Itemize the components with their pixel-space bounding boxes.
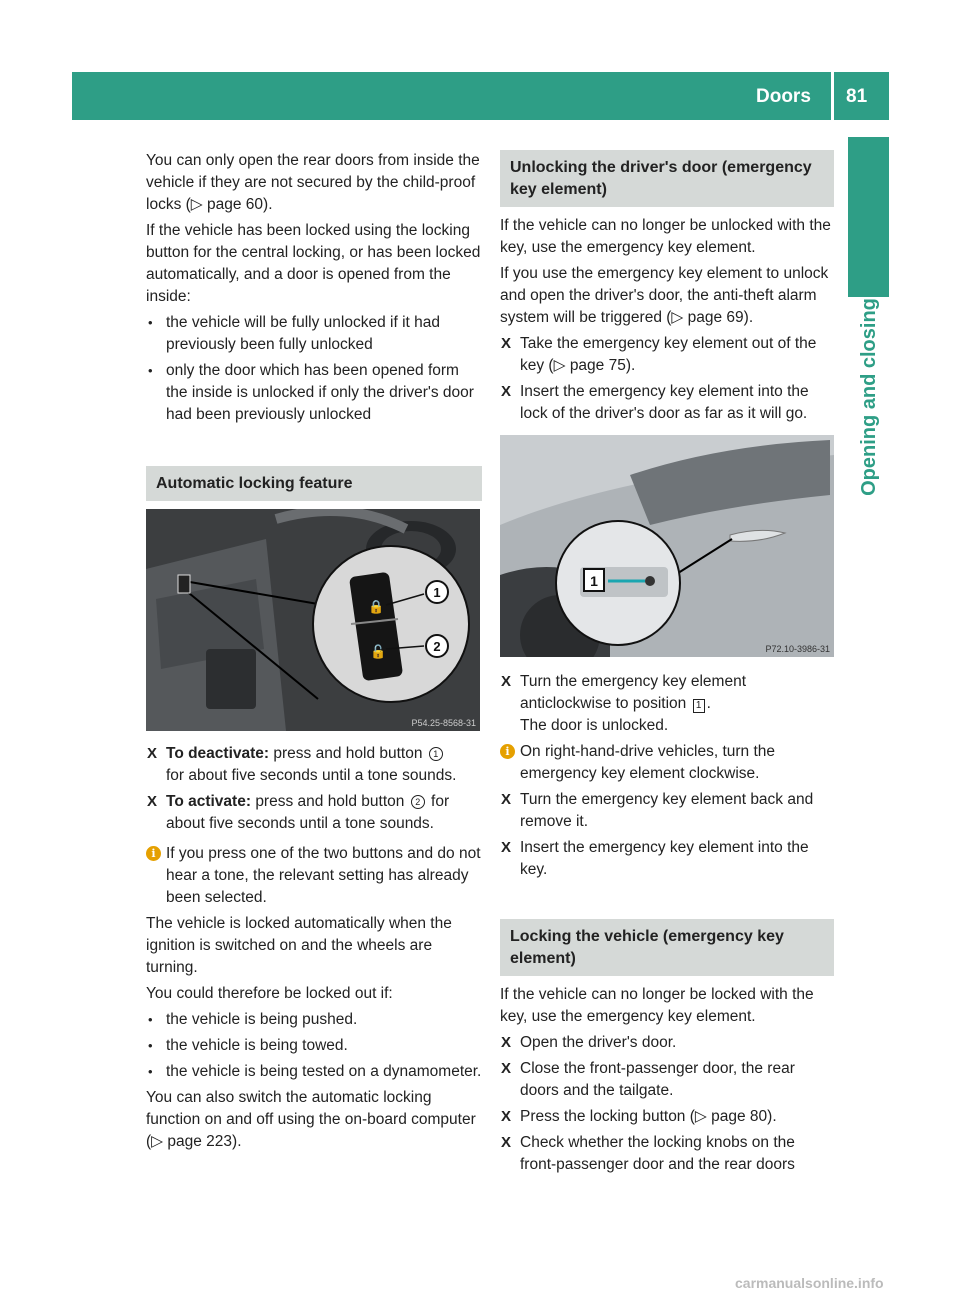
step-marker-icon: X [501,673,512,690]
step-item: X Open the driver's door. [500,1032,834,1054]
door-panel-illustration [146,509,480,731]
step-marker-icon: X [501,791,512,808]
section-heading: Automatic locking feature [146,466,482,501]
svg-text:🔒: 🔒 [368,600,385,615]
bullet-icon: • [148,1038,153,1053]
chapter-tab [848,137,889,297]
step-marker-icon: X [147,793,158,810]
header-separator [831,72,834,120]
paragraph: If the vehicle has been locked using the locking button for the central locking, or has been locked automatically, and a door is opened from the inside: [146,222,481,305]
callout-2-label: 2 [433,639,441,654]
list-item: • the vehicle is being towed. [146,1035,482,1057]
section-heading: Unlocking the driver's door (emergency key element) [500,150,834,207]
image-reference: P54.25-8568-31 [411,718,476,728]
chapter-label: Opening and closing [857,298,880,496]
step-item: X Turn the emergency key element back and remove it. [501,791,814,830]
section-title: Doors [756,86,811,107]
left-column [146,150,482,1157]
step-marker-icon: X [501,1034,512,1051]
step-marker-icon: X [501,839,512,856]
step-marker-icon: X [147,745,158,762]
step-item: X To deactivate: press and hold button 1 for about five seconds until a tone sounds. [147,745,457,784]
list-item: • the vehicle is being tested on a dynamometer. [146,1061,482,1083]
bullet-icon: • [148,1012,153,1027]
step-item: X Turn the emergency key element anticlockwise to position 1 . The door is unlocked. [501,673,747,734]
paragraph: The vehicle is locked automatically when the ignition is switched on and the wheels are turning. [146,915,452,976]
step-marker-icon: X [501,1134,512,1151]
step-marker-icon: X [501,1060,512,1077]
step-item: X Insert the emergency key element into the key. [501,839,809,878]
door-lock-buttons-image [146,509,480,731]
step-item: X Close the front-passenger door, the rear doors and the tailgate. [501,1060,795,1099]
info-icon: i [146,846,161,861]
list-item: • the vehicle will be fully unlocked if it had previously been fully unlocked [148,314,440,353]
list-item: • the vehicle is being pushed. [146,1009,482,1031]
page-number: 81 [846,86,868,107]
paragraph: You could therefore be locked out if: [146,985,393,1002]
info-note: i On right-hand-drive vehicles, turn the emergency key element clockwise. [500,741,834,785]
bullet-icon: • [148,315,153,330]
step-item: X To activate: press and hold button 2 for about five seconds until a tone sounds. [147,793,450,832]
step-item: X Press the locking button (▷ page 80). [500,1106,834,1128]
paragraph: If the vehicle can no longer be unlocked with the key, use the emergency key element. [500,217,831,256]
callout-ref: 2 [411,795,425,809]
paragraph: You can also switch the automatic locking function on and off using the on-board computer (▷ page 223). [146,1089,476,1150]
step-item: X Insert the emergency key element into the lock of the driver's door as far as it will go. [501,383,809,422]
step-marker-icon: X [501,335,512,352]
driver-door-lock-image [500,435,834,657]
list-item: • only the door which has been opened form the inside is unlocked if only the driver's door had been previously unlocked [148,362,474,423]
step-item: X Check whether the locking knobs on the front-passenger door and the rear doors [501,1134,795,1173]
paragraph: You can only open the rear doors from inside the vehicle if they are not secured by the child-proof locks (▷ page 60). [146,152,480,213]
right-column [500,150,834,1180]
bullet-icon: • [148,1064,153,1079]
callout-1-label: 1 [433,585,441,600]
car-door-illustration [500,435,834,657]
paragraph: If you use the emergency key element to unlock and open the driver's door, the anti-theft alarm system will be triggered (▷ page 69). [500,265,829,326]
image-reference: P72.10-3986-31 [765,644,830,654]
callout-ref: 1 [429,747,443,761]
info-note: i If you press one of the two buttons and do not hear a tone, the relevant setting has already been selected. [146,843,482,909]
info-icon: i [500,744,515,759]
position-ref: 1 [693,699,705,713]
footer-watermark: carmanualsonline.info [735,1275,884,1291]
callout-1-label: 1 [590,573,598,589]
section-heading: Locking the vehicle (emergency key element) [500,919,834,976]
step-marker-icon: X [501,383,512,400]
bullet-icon: • [148,363,153,378]
step-item: X Take the emergency key element out of the key (▷ page 75). [501,335,817,374]
paragraph: If the vehicle can no longer be locked with the key, use the emergency key element. [500,986,814,1025]
svg-text:🔓: 🔓 [370,645,387,660]
step-marker-icon: X [501,1108,512,1125]
